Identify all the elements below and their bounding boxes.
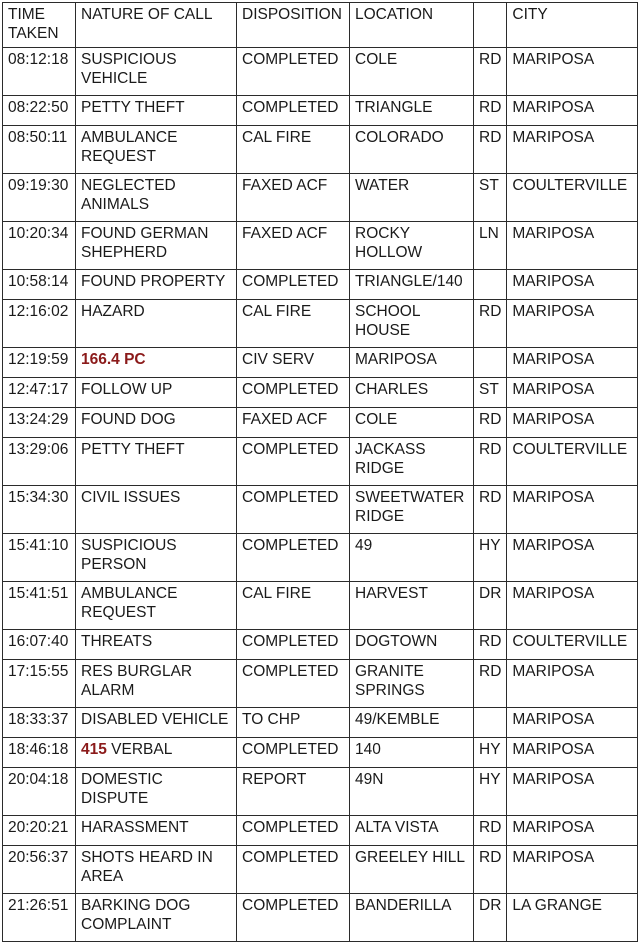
- cell-location: ROCKY HOLLOW: [350, 222, 474, 270]
- cell-nature: SUSPICIOUS VEHICLE: [76, 48, 237, 96]
- header-row: [3, 3, 638, 48]
- cell-city: LA GRANGE: [507, 894, 638, 942]
- cell-nature: THREATS: [76, 630, 237, 660]
- cell-time: 10:58:14: [3, 270, 76, 300]
- cell-city: MARIPOSA: [507, 846, 638, 894]
- cell-street-suffix: RD: [474, 300, 507, 348]
- table-row: [3, 534, 638, 582]
- cell-city: MARIPOSA: [507, 768, 638, 816]
- cell-location: SWEETWATER RIDGE: [350, 486, 474, 534]
- cell-nature: HAZARD: [76, 300, 237, 348]
- cell-street-suffix: RD: [474, 408, 507, 438]
- header-disposition: DISPOSITION: [237, 3, 350, 48]
- cell-nature: FOUND PROPERTY: [76, 270, 237, 300]
- cell-street-suffix: RD: [474, 846, 507, 894]
- nature-text: VERBAL: [106, 741, 173, 758]
- cell-street-suffix: HY: [474, 738, 507, 768]
- cell-street-suffix: [474, 708, 507, 738]
- cell-time: 08:12:18: [3, 48, 76, 96]
- cell-street-suffix: HY: [474, 534, 507, 582]
- cell-street-suffix: RD: [474, 630, 507, 660]
- cell-location: GRANITE SPRINGS: [350, 660, 474, 708]
- cell-location: 49/KEMBLE: [350, 708, 474, 738]
- cell-disposition: COMPLETED: [237, 486, 350, 534]
- table-row: [3, 894, 638, 942]
- cell-time: 20:20:21: [3, 816, 76, 846]
- cell-street-suffix: [474, 270, 507, 300]
- table-row: [3, 486, 638, 534]
- cell-time: 15:34:30: [3, 486, 76, 534]
- cell-disposition: COMPLETED: [237, 48, 350, 96]
- cell-nature: AMBULANCE REQUEST: [76, 582, 237, 630]
- cell-location: TRIANGLE: [350, 96, 474, 126]
- cell-city: MARIPOSA: [507, 222, 638, 270]
- cell-disposition: COMPLETED: [237, 846, 350, 894]
- cell-time: 13:24:29: [3, 408, 76, 438]
- cell-disposition: COMPLETED: [237, 270, 350, 300]
- cell-disposition: COMPLETED: [237, 534, 350, 582]
- cell-street-suffix: RD: [474, 48, 507, 96]
- penal-code: 415: [81, 741, 107, 758]
- cell-disposition: COMPLETED: [237, 378, 350, 408]
- cell-nature: RES BURGLAR ALARM: [76, 660, 237, 708]
- cell-street-suffix: LN: [474, 222, 507, 270]
- cell-time: 17:15:55: [3, 660, 76, 708]
- cell-location: 49: [350, 534, 474, 582]
- penal-code: 166.4 PC: [81, 351, 146, 368]
- cell-city: MARIPOSA: [507, 816, 638, 846]
- table-row: [3, 630, 638, 660]
- cell-disposition: COMPLETED: [237, 630, 350, 660]
- cell-street-suffix: ST: [474, 378, 507, 408]
- cell-time: 12:16:02: [3, 300, 76, 348]
- cell-nature: SUSPICIOUS PERSON: [76, 534, 237, 582]
- cell-time: 16:07:40: [3, 630, 76, 660]
- cell-city: MARIPOSA: [507, 486, 638, 534]
- cell-nature: CIVIL ISSUES: [76, 486, 237, 534]
- header-suffix: [474, 3, 507, 48]
- cell-city: MARIPOSA: [507, 582, 638, 630]
- cell-nature: PETTY THEFT: [76, 438, 237, 486]
- cell-disposition: FAXED ACF: [237, 222, 350, 270]
- cell-nature: DISABLED VEHICLE: [76, 708, 237, 738]
- cell-street-suffix: DR: [474, 582, 507, 630]
- cell-city: MARIPOSA: [507, 708, 638, 738]
- cell-location: COLE: [350, 48, 474, 96]
- table-row: [3, 660, 638, 708]
- cell-time: 10:20:34: [3, 222, 76, 270]
- table-row: [3, 816, 638, 846]
- cell-disposition: COMPLETED: [237, 738, 350, 768]
- cell-city: COULTERVILLE: [507, 438, 638, 486]
- cell-street-suffix: HY: [474, 768, 507, 816]
- table-row: [3, 300, 638, 348]
- cell-time: 12:19:59: [3, 348, 76, 378]
- table-row: [3, 708, 638, 738]
- cell-disposition: COMPLETED: [237, 660, 350, 708]
- cell-nature: FOUND GERMAN SHEPHERD: [76, 222, 237, 270]
- cell-location: SCHOOL HOUSE: [350, 300, 474, 348]
- cell-nature: DOMESTIC DISPUTE: [76, 768, 237, 816]
- table-row: [3, 408, 638, 438]
- cell-nature: SHOTS HEARD IN AREA: [76, 846, 237, 894]
- cell-time: 12:47:17: [3, 378, 76, 408]
- cell-nature: AMBULANCE REQUEST: [76, 126, 237, 174]
- cell-disposition: CAL FIRE: [237, 126, 350, 174]
- cell-street-suffix: RD: [474, 96, 507, 126]
- table-row: [3, 270, 638, 300]
- header-time: TIME TAKEN: [3, 3, 76, 48]
- cell-disposition: COMPLETED: [237, 96, 350, 126]
- cell-nature: [76, 348, 237, 378]
- cell-location: COLORADO: [350, 126, 474, 174]
- cell-city: MARIPOSA: [507, 534, 638, 582]
- cell-location: DOGTOWN: [350, 630, 474, 660]
- header-city: CITY: [507, 3, 638, 48]
- cell-location: 49N: [350, 768, 474, 816]
- cell-city: MARIPOSA: [507, 270, 638, 300]
- cell-time: 15:41:51: [3, 582, 76, 630]
- cell-city: MARIPOSA: [507, 96, 638, 126]
- cell-disposition: FAXED ACF: [237, 174, 350, 222]
- cell-time: 09:19:30: [3, 174, 76, 222]
- cell-nature: NEGLECTED ANIMALS: [76, 174, 237, 222]
- table-row: [3, 222, 638, 270]
- cell-time: 21:26:51: [3, 894, 76, 942]
- cell-street-suffix: RD: [474, 660, 507, 708]
- cell-street-suffix: DR: [474, 894, 507, 942]
- cell-location: BANDERILLA: [350, 894, 474, 942]
- cell-location: 140: [350, 738, 474, 768]
- cell-time: 08:22:50: [3, 96, 76, 126]
- table-row: [3, 738, 638, 768]
- cell-city: MARIPOSA: [507, 48, 638, 96]
- cell-location: CHARLES: [350, 378, 474, 408]
- cell-time: 08:50:11: [3, 126, 76, 174]
- cell-nature: [76, 738, 237, 768]
- cell-street-suffix: RD: [474, 816, 507, 846]
- cell-street-suffix: [474, 348, 507, 378]
- cell-nature: PETTY THEFT: [76, 96, 237, 126]
- cell-time: 18:46:18: [3, 738, 76, 768]
- cell-city: MARIPOSA: [507, 126, 638, 174]
- header-nature: NATURE OF CALL: [76, 3, 237, 48]
- cell-time: 20:56:37: [3, 846, 76, 894]
- cell-nature: FOUND DOG: [76, 408, 237, 438]
- cell-disposition: COMPLETED: [237, 438, 350, 486]
- cell-disposition: CAL FIRE: [237, 582, 350, 630]
- table-row: [3, 48, 638, 96]
- table-row: [3, 768, 638, 816]
- cell-city: MARIPOSA: [507, 660, 638, 708]
- cell-street-suffix: RD: [474, 438, 507, 486]
- cell-disposition: COMPLETED: [237, 816, 350, 846]
- cell-disposition: REPORT: [237, 768, 350, 816]
- cell-location: GREELEY HILL: [350, 846, 474, 894]
- cell-street-suffix: RD: [474, 126, 507, 174]
- cell-time: 20:04:18: [3, 768, 76, 816]
- table-row: [3, 378, 638, 408]
- cell-city: COULTERVILLE: [507, 630, 638, 660]
- table-row: [3, 126, 638, 174]
- cell-location: COLE: [350, 408, 474, 438]
- table-row: [3, 96, 638, 126]
- cell-nature: BARKING DOG COMPLAINT: [76, 894, 237, 942]
- cell-city: MARIPOSA: [507, 378, 638, 408]
- cell-street-suffix: RD: [474, 486, 507, 534]
- table-row: [3, 348, 638, 378]
- cell-city: MARIPOSA: [507, 408, 638, 438]
- cell-city: MARIPOSA: [507, 300, 638, 348]
- cell-disposition: TO CHP: [237, 708, 350, 738]
- cell-city: MARIPOSA: [507, 348, 638, 378]
- table-row: [3, 174, 638, 222]
- cell-time: 18:33:37: [3, 708, 76, 738]
- table-row: [3, 438, 638, 486]
- call-log-table: [2, 2, 638, 942]
- cell-location: ALTA VISTA: [350, 816, 474, 846]
- cell-location: WATER: [350, 174, 474, 222]
- cell-time: 13:29:06: [3, 438, 76, 486]
- cell-nature: FOLLOW UP: [76, 378, 237, 408]
- header-location: LOCATION: [350, 3, 474, 48]
- cell-street-suffix: ST: [474, 174, 507, 222]
- cell-location: HARVEST: [350, 582, 474, 630]
- cell-disposition: CAL FIRE: [237, 300, 350, 348]
- cell-disposition: CIV SERV: [237, 348, 350, 378]
- cell-time: 15:41:10: [3, 534, 76, 582]
- cell-disposition: COMPLETED: [237, 894, 350, 942]
- cell-location: TRIANGLE/140: [350, 270, 474, 300]
- cell-disposition: FAXED ACF: [237, 408, 350, 438]
- table-row: [3, 582, 638, 630]
- cell-location: JACKASS RIDGE: [350, 438, 474, 486]
- table-row: [3, 846, 638, 894]
- cell-nature: HARASSMENT: [76, 816, 237, 846]
- cell-location: MARIPOSA: [350, 348, 474, 378]
- cell-city: COULTERVILLE: [507, 174, 638, 222]
- cell-city: MARIPOSA: [507, 738, 638, 768]
